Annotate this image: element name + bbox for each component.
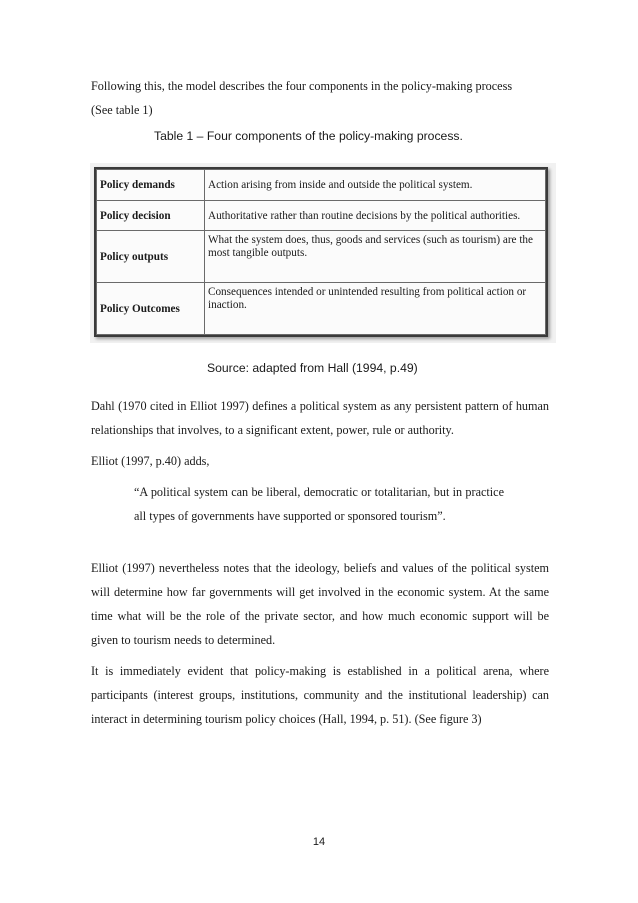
page-number: 14: [312, 836, 326, 848]
policy-components-table: [96, 169, 546, 335]
intro-line-2: (See table 1): [91, 103, 153, 117]
row-description: Action arising from inside and outside the political system.: [205, 170, 546, 201]
row-header: Policy decision: [97, 200, 205, 231]
row-header: Policy Outcomes: [97, 283, 205, 335]
row-header: Policy demands: [97, 170, 205, 201]
row-description: Authoritative rather than routine decisions by the political authorities.: [205, 200, 546, 231]
intro-paragraph: [91, 74, 549, 122]
table-row: [97, 283, 546, 335]
table-caption: Table 1 – Four components of the policy-making process.: [154, 129, 463, 143]
political-arena-paragraph: It is immediately evident that policy-making is established in a political arena, where participants (interest groups, institutions, community and the institutional leadership) can interact in determining tourism policy choices (Hall, 1994, p. 51). (See figure 3): [91, 664, 549, 726]
row-description: What the system does, thus, goods and services (such as tourism) are the most tangible outputs.: [205, 231, 546, 283]
policy-components-table-image: [90, 163, 556, 343]
table-row: [97, 200, 546, 231]
intro-line-1: Following this, the model describes the four components in the policy-making process: [91, 79, 513, 93]
dahl-paragraph: Dahl (1970 cited in Elliot 1997) defines a political system as any persistent pattern of human relationships that involves, to a significant extent, power, rule or authority.: [91, 399, 549, 437]
elliot-notes-paragraph: Elliot (1997) nevertheless notes that the ideology, beliefs and values of the political system will determine how far governments will get involved in the economic system. At the same time what will be the role of the private sector, and how much economic support will be given to tourism needs to determined.: [91, 561, 549, 647]
elliot-adds-paragraph: Elliot (1997, p.40) adds,: [91, 454, 210, 468]
table-row: [97, 231, 546, 283]
block-quote: “A political system can be liberal, democratic or totalitarian, but in practice all types of governments have supported or sponsored tourism”.: [134, 485, 504, 523]
table-source: Source: adapted from Hall (1994, p.49): [207, 361, 418, 375]
table-row: [97, 170, 546, 201]
row-description: Consequences intended or unintended resulting from political action or inaction.: [205, 283, 546, 335]
row-header: Policy outputs: [97, 231, 205, 283]
